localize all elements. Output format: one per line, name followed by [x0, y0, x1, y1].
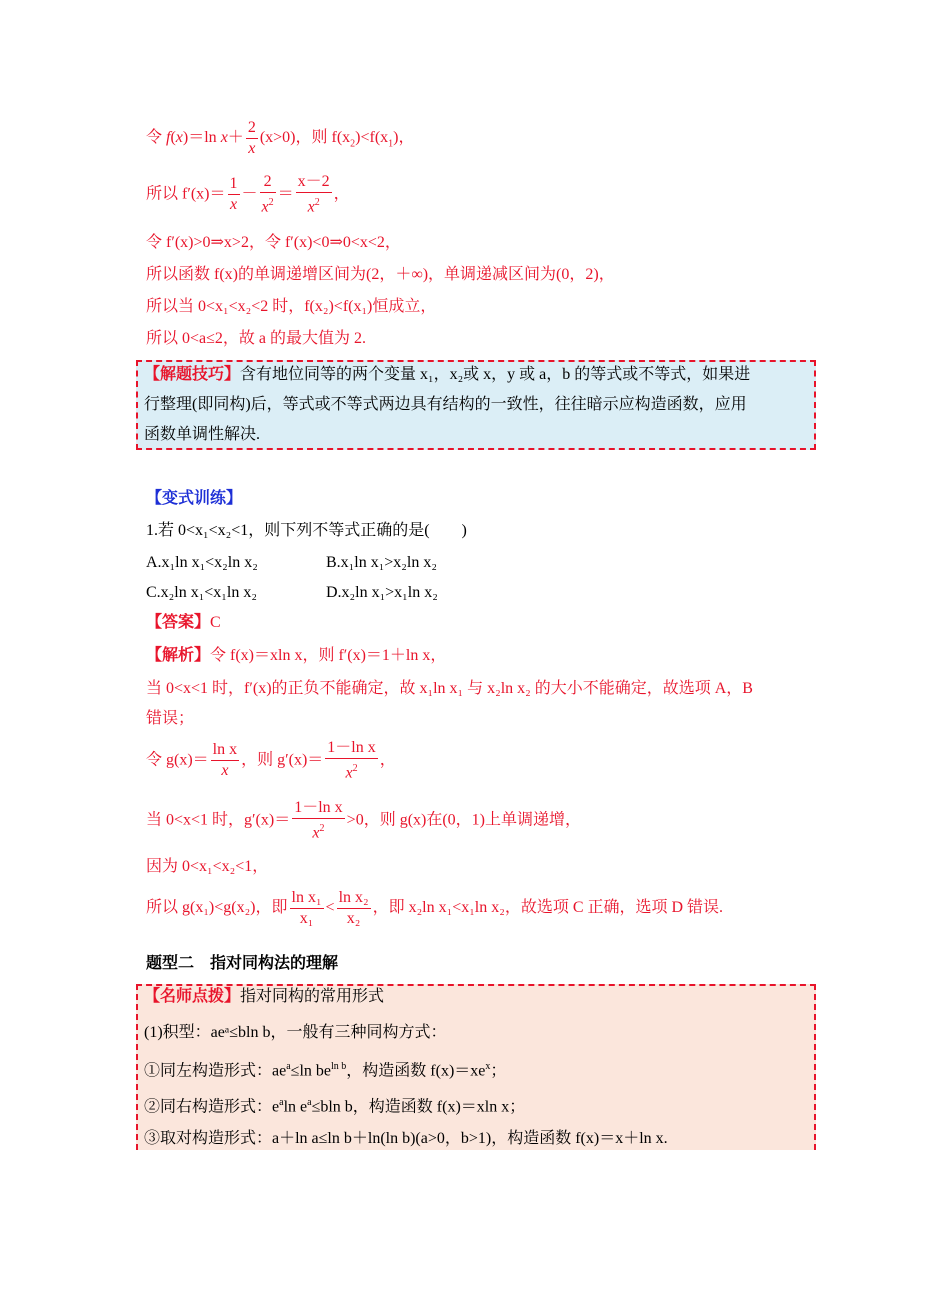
- exercise-question: 1.若 0<x₁<x₂<1，则下列不等式正确的是( ): [146, 522, 467, 539]
- tip2-line-0: 【名师点拨】指对同构的常用形式: [144, 988, 385, 1005]
- solution-line-2: 所以 f′(x)＝ $\frac{1}{x}$ － $\frac{2}{x^2}$ ＝ $\frac{x-2}{x^2}$ ，: [146, 173, 350, 216]
- option-c: C.x₂ln x₁<x₁ln x₂: [146, 584, 257, 601]
- fraction: $\frac{2}{x}$: [247, 119, 256, 157]
- fraction: $\frac{2}{x^2}$: [261, 173, 274, 216]
- option-b: B.x₁ln x₁>x₂ln x₂: [326, 554, 437, 571]
- exercise-tag: 【变式训练】: [146, 490, 243, 507]
- answer-line: 【答案】C: [146, 614, 221, 631]
- fraction: $\frac{\text{ln x}}{x}$: [212, 741, 238, 780]
- tip2-line-1: (1)积型：aeᵃ≤bln b，一般有三种同构方式：: [144, 1024, 447, 1041]
- fraction: $\frac{1}{x}$: [229, 175, 238, 214]
- analysis-line-1: 【解析】令 f(x)＝xln x，则 f′(x)＝1＋ln x，: [146, 647, 447, 664]
- tip2-line-3: ②同右构造形式：$e^a\ln$ $e^a\le bln$ b，构造函数 f(x)＝xln x；: [144, 1097, 526, 1116]
- section-title: 题型二 指对同构法的理解: [146, 955, 339, 972]
- solution-line-6: 所以 0<a≤2，故 a 的最大值为 2.: [146, 330, 367, 347]
- fraction: $\frac{\text{ln x₁}}{\text{x₁}}$: [291, 889, 322, 927]
- fraction: $\frac{\text{1－ln x}}{x^2}$: [327, 739, 376, 782]
- analysis-line-4: 令 g(x)＝ $\frac{\text{ln x}}{x}$ ，则 g′(x)＝ $\frac{\text{1－ln x}}{x^2}$ ，: [146, 739, 396, 782]
- option-d: D.x₂ln x₁>x₁ln x₂: [326, 584, 438, 601]
- solution-line-5: 所以当 0<x₁<x₂<2 时，f(x₂)<f(x₁)恒成立，: [146, 298, 437, 315]
- tip2-line-4: ③取对构造形式：a＋ln a≤ln b＋ln(ln b)(a>0，b>1)，构造函数 f(x)＝x＋ln x.: [144, 1130, 668, 1147]
- tip-line-1: 【解题技巧】含有地位同等的两个变量 x₁，x₂或 x，y 或 a，b 的等式或不等式，如果进: [144, 366, 751, 383]
- analysis-line-7: 所以 g(x₁)<g(x₂)，即 $\frac{\text{ln x₁}}{\text{x₁}}$ < $\frac{\text{ln x₂}}{\text{x₂}}$ ，即 x₂ln x₁<x₁ln x₂，故选项 C 正确，选项 D 错误.: [146, 889, 724, 927]
- fraction: $\frac{x-2}{x^2}$: [297, 173, 330, 216]
- tip-line-2: 行整理(即同构)后，等式或不等式两边具有结构的一致性，往往暗示应构造函数，应用: [144, 396, 747, 413]
- solution-line-1: 令 f(x)＝ln x＋ $\frac{2}{x}$ (x>0)，则 $f(x_2)<f(x_1)$，: [146, 119, 415, 157]
- solution-line-3: 令 f′(x)>0⇒x>2，令 f′(x)<0⇒0<x<2，: [146, 234, 401, 251]
- tip2-line-2: ①同左构造形式：$ae^a\le\ln$ $be^{ln b}$，构造函数 $f(x)=xe^x$；: [144, 1061, 507, 1080]
- analysis-line-5: 当 0<x<1 时，g′(x)＝ $\frac{\text{1－ln x}}{x^2}$ >0，则 g(x)在(0，1)上单调递增，: [146, 799, 582, 842]
- tip-line-3: 函数单调性解决.: [144, 426, 261, 443]
- analysis-line-2: 当 0<x<1 时，f′(x)的正负不能确定，故 x₁ln x₁ 与 x₂ln x₂ 的大小不能确定，故选项 A，B: [146, 680, 753, 697]
- analysis-line-3: 错误；: [146, 710, 195, 727]
- solution-line-4: 所以函数 f(x)的单调递增区间为(2，＋∞)，单调递减区间为(0，2)，: [146, 266, 615, 283]
- option-a: A.x₁ln x₁<x₂ln x₂: [146, 554, 258, 571]
- analysis-line-6: 因为 0<x₁<x₂<1，: [146, 858, 269, 875]
- fraction: $\frac{\text{ln x₂}}{\text{x₂}}$: [338, 889, 369, 927]
- tip-tag: 【解题技巧】: [144, 366, 241, 383]
- fraction: $\frac{\text{1－ln x}}{x^2}$: [294, 799, 343, 842]
